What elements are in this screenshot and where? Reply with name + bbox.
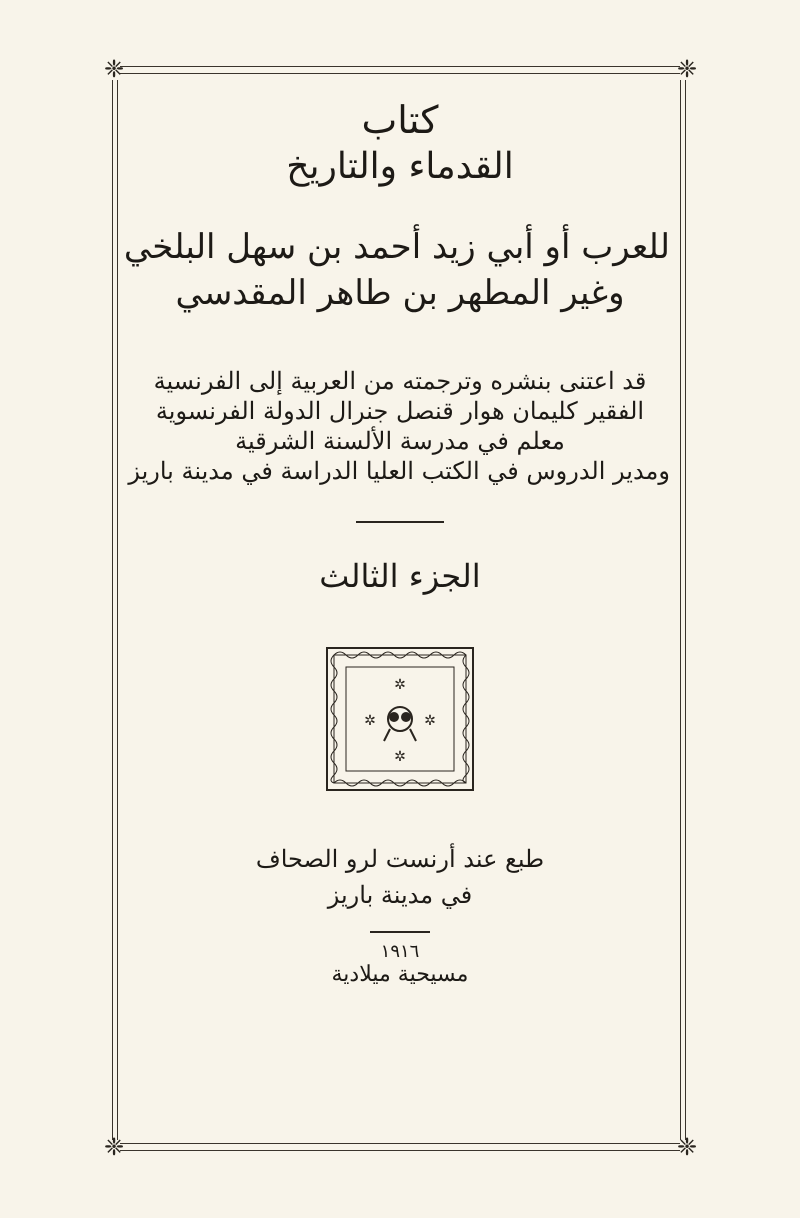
description-line: معلم في مدرسة الألسنة الشرقية [235, 427, 565, 455]
book-title-word: كتاب [361, 98, 439, 142]
frame-top-rule [120, 66, 680, 74]
publisher-line-2: في مدينة باريز [327, 881, 473, 909]
era-label: مسيحية ميلادية [331, 962, 469, 987]
volume-label: الجزء الثالث [319, 557, 481, 595]
corner-ornament-icon: ❈ [676, 1133, 698, 1161]
description-line: ومدير الدروس في الكتب العليا الدراسة في مدينة باريز [128, 457, 670, 485]
vignette-ornament-icon [324, 645, 476, 793]
frame-bottom-rule [120, 1143, 680, 1151]
description-line: قد اعتنى بنشره وترجمته من العربية إلى الفرنسية [153, 367, 647, 395]
divider [356, 521, 444, 523]
frame-left-rule [112, 80, 118, 1140]
publisher-line-1: طبع عند أرنست لرو الصحاف [255, 845, 545, 873]
author-line-2: وغير المطهر بن طاهر المقدسي [175, 273, 625, 313]
divider [370, 931, 430, 933]
corner-ornament-icon: ❈ [676, 55, 698, 83]
corner-ornament-icon: ❈ [103, 55, 125, 83]
publication-year: ١٩١٦ [380, 941, 420, 962]
description-line: الفقير كليمان هوار قنصل جنرال الدولة الفرنسوية [155, 397, 645, 425]
printer-vignette [324, 645, 476, 793]
svg-text:✲: ✲ [364, 713, 376, 729]
svg-text:✲: ✲ [394, 749, 406, 765]
book-title: القدماء والتاريخ [286, 146, 514, 187]
svg-text:✲: ✲ [394, 677, 406, 693]
svg-text:✲: ✲ [424, 713, 436, 729]
author-line-1: للعرب أو أبي زيد أحمد بن سهل البلخي [123, 227, 670, 267]
corner-ornament-icon: ❈ [103, 1133, 125, 1161]
frame-right-rule [680, 80, 686, 1140]
title-page [123, 90, 670, 987]
